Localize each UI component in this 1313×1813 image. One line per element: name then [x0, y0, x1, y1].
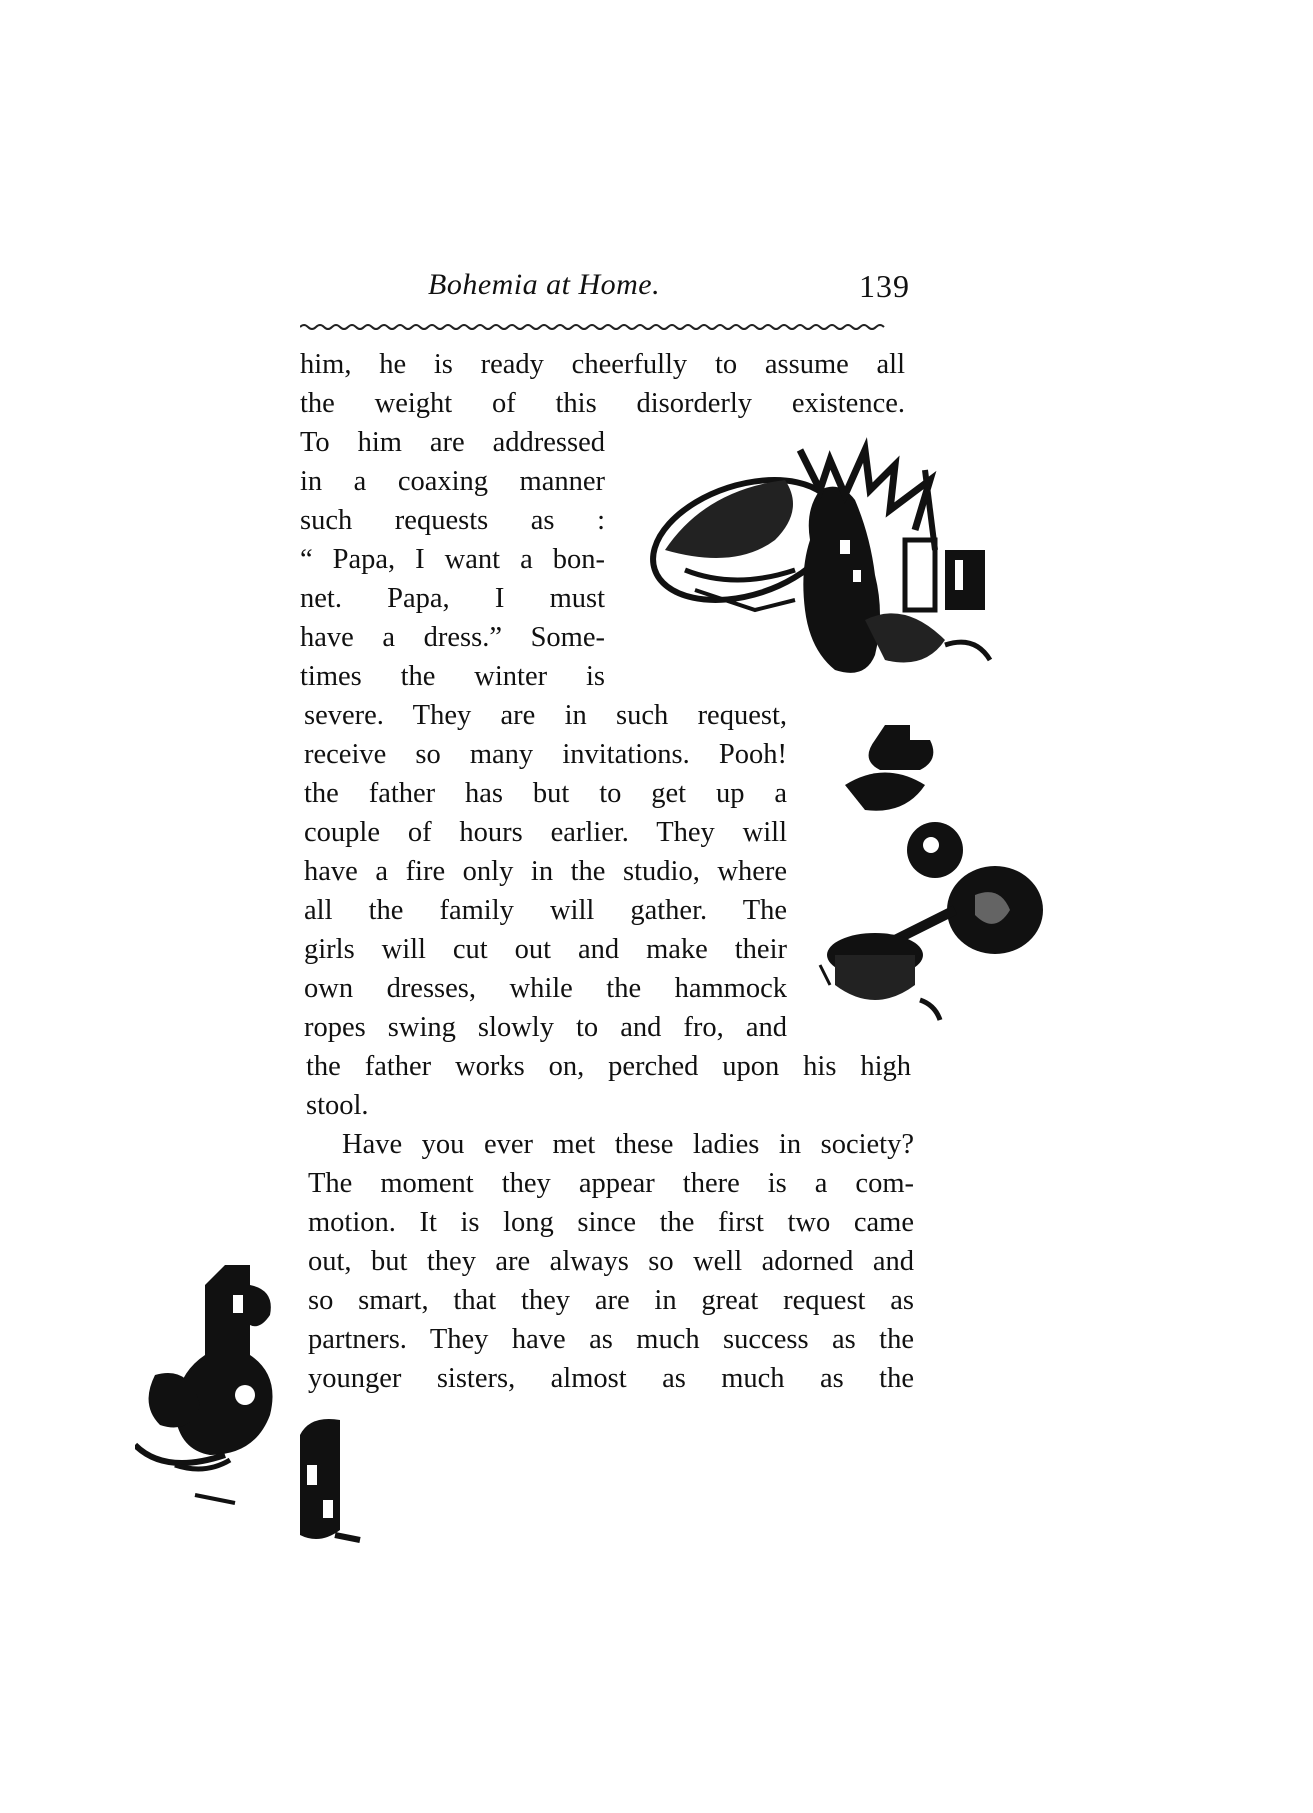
text-line: all the family will gather. The — [304, 895, 787, 926]
text-line: out, but they are always so well adorned and — [308, 1246, 914, 1277]
text-line: The moment they appear there is a com- — [308, 1168, 914, 1199]
still-life-pottery-illustration — [625, 430, 1005, 720]
text-line: ropes swing slowly to and fro, and — [304, 1012, 787, 1043]
pottery-jugs-illustration — [135, 1265, 395, 1555]
text-line: “ Papa, I want a bon- — [300, 544, 605, 575]
text-line: couple of hours earlier. They will — [304, 817, 787, 848]
text-line: the weight of this disorderly existence. — [300, 388, 905, 419]
page-number: 139 — [859, 268, 910, 304]
text-line: receive so many invitations. Pooh! — [304, 739, 787, 770]
text-line: in a coaxing manner — [300, 466, 605, 497]
text-line: so smart, that they are in great request as — [308, 1285, 914, 1316]
text-line: stool. — [306, 1090, 369, 1121]
text-line: girls will cut out and make their — [304, 934, 787, 965]
text-line: To him are addressed — [300, 427, 605, 458]
text-line: the father has but to get up a — [304, 778, 787, 809]
text-line: him, he is ready cheerfully to assume all — [300, 349, 905, 380]
text-line: have a fire only in the studio, where — [304, 856, 787, 887]
text-line: Have you ever met these ladies in society? — [342, 1129, 914, 1160]
running-title: Bohemia at Home. — [428, 268, 661, 301]
text-line: net. Papa, I must — [300, 583, 605, 614]
text-line: the father works on, perched upon his high — [306, 1051, 911, 1082]
hanging-pans-illustration — [815, 705, 1045, 1035]
page-header — [300, 268, 910, 318]
text-line: times the winter is — [300, 661, 605, 692]
text-line: such requests as : — [300, 505, 605, 536]
text-line: partners. They have as much success as the — [308, 1324, 914, 1355]
text-line: younger sisters, almost as much as the — [308, 1363, 914, 1394]
text-line: motion. It is long since the first two came — [308, 1207, 914, 1238]
text-line: have a dress.” Some- — [300, 622, 605, 653]
text-line: severe. They are in such request, — [304, 700, 787, 731]
decorative-wavy-rule — [300, 322, 912, 332]
text-line: own dresses, while the hammock — [304, 973, 787, 1004]
